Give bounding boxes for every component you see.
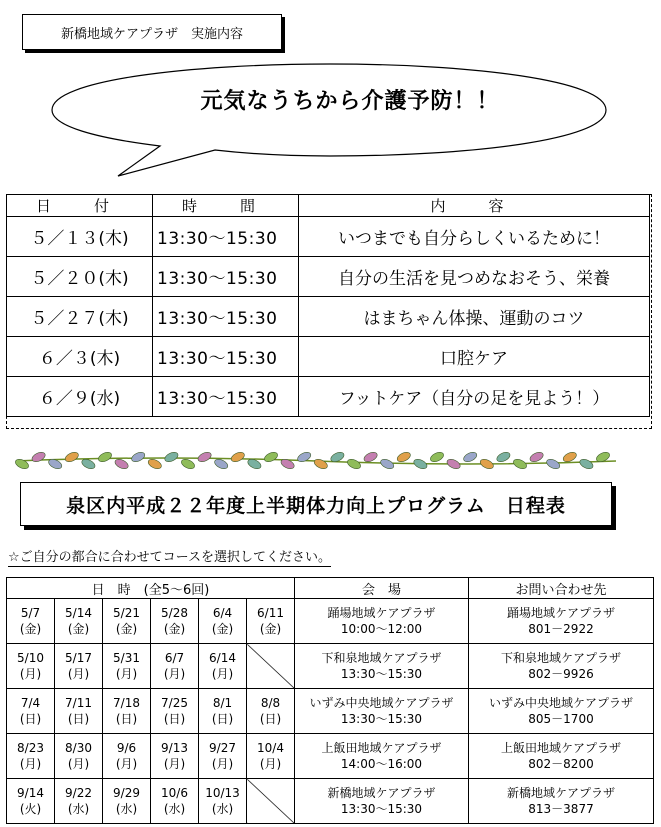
venue-cell	[295, 599, 469, 644]
course-date: 9/29	[113, 786, 140, 800]
column-header-venue: 会 場	[295, 578, 469, 599]
venue-cell	[295, 644, 469, 689]
course-weekday: (火)	[19, 802, 42, 816]
header-title-box	[22, 14, 282, 50]
program-title-box	[20, 482, 612, 526]
course-date-cell	[199, 599, 247, 644]
course-date: 10/13	[205, 786, 240, 800]
course-date-cell	[151, 734, 199, 779]
row-content: 自分の生活を見つめなおそう、栄養	[299, 257, 650, 297]
course-date: 8/8	[260, 696, 281, 710]
course-date: 9/27	[209, 741, 236, 755]
course-date-cell	[55, 734, 103, 779]
venue-name: いずみ中央地域ケアプラザ	[309, 696, 454, 710]
course-date-cell	[199, 779, 247, 824]
course-weekday: (月)	[115, 667, 138, 681]
leaf-icon	[396, 450, 412, 463]
course-weekday: (日)	[115, 712, 138, 726]
course-date: 10/6	[161, 786, 188, 800]
empty-date-cell	[247, 779, 295, 824]
course-date: 9/14	[17, 786, 44, 800]
course-date-cell	[247, 599, 295, 644]
course-date-cell	[55, 779, 103, 824]
course-date-cell	[151, 689, 199, 734]
course-weekday: (水)	[211, 802, 234, 816]
leaf-icon	[14, 457, 30, 470]
course-date-cell	[151, 644, 199, 689]
course-date-cell	[199, 734, 247, 779]
course-date-cell	[103, 779, 151, 824]
leaf-icon	[346, 457, 362, 470]
leaf-icon	[495, 450, 511, 463]
leaf-icon	[97, 450, 113, 463]
course-date: 7/18	[113, 696, 140, 710]
table-row	[7, 734, 654, 779]
row-date: ６／９(水)	[7, 377, 153, 417]
course-weekday: (金)	[19, 622, 42, 636]
course-date-cell	[151, 779, 199, 824]
course-date-cell	[55, 689, 103, 734]
header-title: 新橋地域ケアプラザ 実施内容	[60, 26, 243, 42]
course-weekday: (月)	[259, 757, 282, 771]
course-date-cell	[103, 734, 151, 779]
venue-cell	[295, 689, 469, 734]
contact-phone: 813－3877	[528, 802, 594, 816]
course-date: 5/14	[65, 606, 92, 620]
table-row	[7, 599, 654, 644]
course-date-cell	[199, 689, 247, 734]
course-date-cell	[247, 734, 295, 779]
program-title: 泉区内平成２２年度上半期体力向上プログラム 日程表	[66, 494, 566, 517]
column-header-time: 時 間	[153, 195, 299, 217]
course-weekday: (水)	[115, 802, 138, 816]
venue-time: 14:00～16:00	[340, 757, 423, 771]
row-date: ５／２０(木)	[7, 257, 153, 297]
course-date: 9/6	[116, 741, 137, 755]
leaf-icon	[529, 450, 545, 463]
column-header-contact: お問い合わせ先	[469, 578, 654, 599]
course-date-cell	[103, 689, 151, 734]
course-date-cell	[7, 779, 55, 824]
course-date-cell	[103, 599, 151, 644]
row-time: 13:30～15:30	[153, 337, 299, 377]
course-weekday: (日)	[163, 712, 186, 726]
speech-bubble	[0, 60, 661, 180]
course-date: 7/11	[65, 696, 92, 710]
course-date: 6/11	[257, 606, 284, 620]
leaf-icon	[263, 450, 279, 463]
leaf-icon	[446, 457, 462, 470]
table-row	[7, 297, 650, 337]
leaf-icon	[429, 450, 445, 463]
course-weekday: (金)	[67, 622, 90, 636]
venue-time: 13:30～15:30	[340, 712, 423, 726]
contact-phone: 801－2922	[528, 622, 594, 636]
leaf-icon	[31, 450, 47, 463]
course-date: 7/25	[161, 696, 188, 710]
course-weekday: (金)	[115, 622, 138, 636]
table-row	[7, 217, 650, 257]
course-date: 8/23	[17, 741, 44, 755]
contact-name: いずみ中央地域ケアプラザ	[488, 696, 633, 710]
course-weekday: (日)	[211, 712, 234, 726]
row-content: 口腔ケア	[299, 337, 650, 377]
course-date: 5/21	[113, 606, 140, 620]
contact-cell	[469, 689, 654, 734]
course-weekday: (月)	[211, 757, 234, 771]
course-weekday: (日)	[19, 712, 42, 726]
row-content: はまちゃん体操、運動のコツ	[299, 297, 650, 337]
table-row	[7, 644, 654, 689]
course-date: 5/31	[113, 651, 140, 665]
course-date-cell	[103, 644, 151, 689]
row-date: ６／３(木)	[7, 337, 153, 377]
table-row	[7, 377, 650, 417]
table-row	[7, 337, 650, 377]
contact-name: 上飯田地域ケアプラザ	[500, 741, 621, 755]
course-date: 5/10	[17, 651, 44, 665]
contact-phone: 802－9926	[528, 667, 594, 681]
column-header-dates: 日 時 (全5～6回)	[7, 578, 295, 599]
row-time: 13:30～15:30	[153, 217, 299, 257]
venue-time: 13:30～15:30	[340, 802, 423, 816]
leaf-icon	[363, 450, 379, 463]
course-weekday: (水)	[67, 802, 90, 816]
schedule-header-row	[7, 195, 650, 217]
column-header-content: 内 容	[299, 195, 650, 217]
course-weekday: (月)	[67, 667, 90, 681]
course-weekday: (月)	[19, 757, 42, 771]
leaf-icon	[130, 450, 146, 463]
venue-time: 13:30～15:30	[340, 667, 423, 681]
leaf-icon	[64, 450, 80, 463]
leaf-icon	[197, 450, 213, 463]
leaf-icon	[230, 450, 246, 463]
row-date: ５／１３(木)	[7, 217, 153, 257]
course-weekday: (月)	[19, 667, 42, 681]
course-date: 9/13	[161, 741, 188, 755]
row-date: ５／２７(木)	[7, 297, 153, 337]
course-weekday: (水)	[163, 802, 186, 816]
empty-date-cell	[247, 644, 295, 689]
course-weekday: (日)	[67, 712, 90, 726]
contact-cell	[469, 779, 654, 824]
schedule-table	[6, 194, 650, 417]
contact-name: 新橋地域ケアプラザ	[506, 786, 615, 800]
leaf-icon	[379, 457, 395, 470]
course-date-cell	[7, 599, 55, 644]
course-table	[6, 577, 654, 824]
venue-name: 新橋地域ケアプラザ	[327, 786, 436, 800]
course-date: 8/1	[212, 696, 233, 710]
leaf-vine-divider	[14, 449, 618, 471]
leaf-icon	[479, 457, 495, 470]
leaf-icon	[213, 457, 229, 470]
leaf-icon	[114, 457, 130, 470]
contact-cell	[469, 644, 654, 689]
course-weekday: (金)	[211, 622, 234, 636]
course-weekday: (金)	[163, 622, 186, 636]
table-row	[7, 779, 654, 824]
leaf-icon	[412, 457, 428, 470]
leaf-icon	[163, 450, 179, 463]
course-date-cell	[247, 689, 295, 734]
column-header-date: 日 付	[7, 195, 153, 217]
leaf-icon	[562, 450, 578, 463]
course-date: 7/4	[20, 696, 41, 710]
row-content: フットケア（自分の足を見よう！）	[299, 377, 650, 417]
leaf-icon	[462, 450, 478, 463]
course-date: 5/28	[161, 606, 188, 620]
course-date-cell	[7, 689, 55, 734]
venue-name: 下和泉地域ケアプラザ	[321, 651, 442, 665]
course-date: 5/7	[20, 606, 41, 620]
course-header-row	[7, 578, 654, 599]
row-time: 13:30～15:30	[153, 257, 299, 297]
course-date-cell	[199, 644, 247, 689]
course-date-cell	[55, 644, 103, 689]
course-date-cell	[7, 734, 55, 779]
course-date: 9/22	[65, 786, 92, 800]
course-date: 5/17	[65, 651, 92, 665]
course-date: 6/7	[164, 651, 185, 665]
table-row	[7, 689, 654, 734]
course-weekday: (月)	[115, 757, 138, 771]
leaf-icon	[545, 457, 561, 470]
course-date-cell	[55, 599, 103, 644]
course-date: 8/30	[65, 741, 92, 755]
table-row	[7, 257, 650, 297]
course-weekday: (月)	[163, 667, 186, 681]
course-date-cell	[7, 644, 55, 689]
venue-cell	[295, 734, 469, 779]
leaf-icon	[512, 457, 528, 470]
contact-phone: 802－8200	[528, 757, 594, 771]
venue-name: 踊場地域ケアプラザ	[327, 606, 436, 620]
row-time: 13:30～15:30	[153, 297, 299, 337]
course-weekday: (日)	[259, 712, 282, 726]
row-content: いつまでも自分らしくいるために！	[299, 217, 650, 257]
course-weekday: (月)	[67, 757, 90, 771]
bubble-headline: 元気なうちから介護予防！！	[200, 89, 500, 114]
course-weekday: (金)	[259, 622, 282, 636]
leaf-icon	[578, 457, 594, 470]
contact-name: 下和泉地域ケアプラザ	[500, 651, 621, 665]
course-date: 6/14	[209, 651, 236, 665]
course-date: 6/4	[212, 606, 233, 620]
course-date: 10/4	[257, 741, 284, 755]
venue-cell	[295, 779, 469, 824]
leaf-icon	[147, 457, 163, 470]
course-weekday: (月)	[211, 667, 234, 681]
leaf-icon	[180, 457, 196, 470]
course-note: ☆ご自分の都合に合わせてコースを選択してください。	[8, 546, 331, 567]
leaf-icon	[313, 457, 329, 470]
course-weekday: (月)	[163, 757, 186, 771]
contact-name: 踊場地域ケアプラザ	[506, 606, 615, 620]
contact-cell	[469, 599, 654, 644]
venue-name: 上飯田地域ケアプラザ	[321, 741, 442, 755]
contact-phone: 805－1700	[528, 712, 594, 726]
course-date-cell	[151, 599, 199, 644]
venue-time: 10:00～12:00	[340, 622, 423, 636]
leaf-icon	[296, 450, 312, 463]
contact-cell	[469, 734, 654, 779]
row-time: 13:30～15:30	[153, 377, 299, 417]
